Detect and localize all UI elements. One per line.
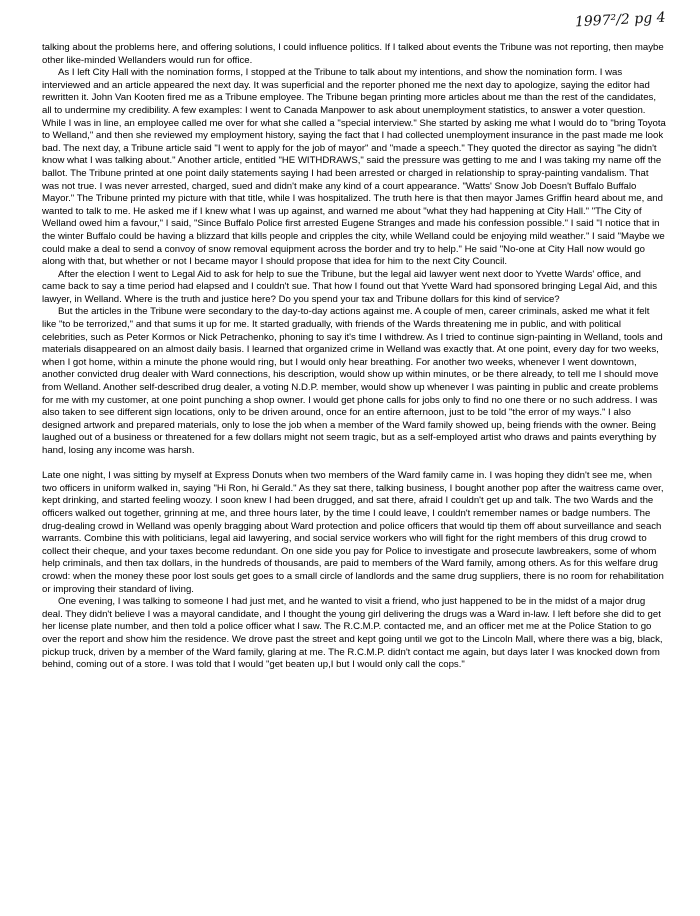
paragraph-4: But the articles in the Tribune were secondary to the day-to-day actions against me. A couple of men, career criminals, asked me what it felt like "to be terrorized," and that sums it up for me. It started gradually, with friends of the Wards threatening me in public, and with political celebrities, such as Peter Kormos or Nick Petrachenko, phoning to say it's time I withdrew. As I tried to continue sign-painting in Welland, tools and materials disappeared on an almost daily basis. I learned that organized crime in Welland was exactly that. At one point, every day for two weeks, when I got home, within a minute the phone would ring, but I would only hear breathing. For another two weeks, whenever I went downtown, another convicted drug dealer with Ward connections, his description, would show up within minutes, or be there already, to tell me I should move from Welland. Another self-described drug dealer, a voting N.D.P. member, would show up whenever I was painting in public and create problems for me with my customer, at one point punching a shop owner. I would get phone calls for jobs only to find no one there or no such address. I was also taken to see different sign locations, only to be driven around, once for an entire afternoon, just to be told "the error of my ways." I also designed artwork and prepared materials, only to lose the job when a member of the Ward family showed up, being friends with the owner. Being laughed out of a business or threatened for a few dollars might not seem tragic, but as a self-employed artist who draws and paints everything by hand, losing any income was harsh. xyxy=(42,306,663,456)
document-body xyxy=(42,42,666,672)
paragraph-1: talking about the problems here, and offering solutions, I could influence politics. If I talked about events the Tribune was not reporting, then maybe other like-minded Wellanders would run for office. xyxy=(42,42,664,66)
paragraph-3: After the election I went to Legal Aid to ask for help to sue the Tribune, but the legal aid lawyer went next door to Yvette Wards' office, and came back to say a time period had elapsed and I couldn't sue. That how I found out that Yvette Ward had sponsored bringing Legal Aid, and this lawyer, in Welland. Where is the truth and justice here? Do you spend your tax and Tribune dollars for this kind of service? xyxy=(42,268,657,305)
paragraph-2: As I left City Hall with the nomination forms, I stopped at the Tribune to talk about my intentions, and show the nomination form. I was interviewed and an article appeared the next day. It was superficial and the reporter phoned me the next day to apologize, saying the editor had rewritten it. John Van Kooten fired me as a Tribune employee. The Tribune began printing more articles about me than the rest of the candidates, all to undermine my credibility. A few examples: I went to Canada Manpower to ask about unemployment statistics, to answer a voter question. While I was in line, an employee called me over for what she called a "special interview." She started by asking me what I would do to "bring Toyota to Welland," and then she reviewed my employment history, saying the fact that I had collected unemployment insurance in the past made me look bad. The next day, a Tribune article said "I went to apply for the job of mayor" and "made a speech." They quoted the director as saying "he didn't know what I was talking about." Another article, entitled "HE WITHDRAWS," said the pressure was getting to me and I was taking my name off the ballot. The Tribune printed at one point daily statements saying I had been arrested or charged in relationship to spray-painting vandalism. That was not true. I was never arrested, charged, sued and didn't make any kind of a court appearance. "Watts' Snow Job Doesn't Buffalo Buffalo Mayor." The Tribune printed my picture with that title, while I was hospitalized. The truth here is that then mayor James Griffin heard about me, and wanted to talk to me. He asked me if I knew what I was up against, and warned me about "what they had happening at City Hall." "The City of Welland owed him a favour," I said, "Since Buffalo Police first arrested Eugene Stranges and made his confession possible." I said "I notice that in the winter Buffalo could be having a blizzard that kills people and cripples the city, while Welland could be enjoying mild weather." I said "Maybe we could make a deal to send a convoy of snow removal equipment across the border and try to help." He said "No-one at City Hall now would go along with that, but whether or not I became mayor I should propose that idea for him to the next City Council. xyxy=(42,67,666,268)
handwritten-page-note: 1997²/2 pg 4 xyxy=(575,9,667,31)
paragraph-5: Late one night, I was sitting by myself at Express Donuts when two members of the Ward family came in. I was hoping they didn't see me, when two officers in uniform walked in, saying "Hi Ron, hi Gerald." As they sat there, talking business, I bought another pop after the waitress came over, kept drinking, and started feeling woozy. I soon knew I had been drugged, and sat there, afraid I couldn't get up and talk. The two Wards and the officers walked out together, grinning at me, and three hours later, by the time I could leave, I couldn't remember names or badge numbers. The drug-dealing crowd in Welland was openly bragging about Ward protection and police officers that would tip them off about surveillance and seach warrants. Combine this with politicians, legal aid lawyering, and social service workers who will fight for the right members of this drug crowd to collect their cheque, and your taxes become redundant. On one side you pay for Police to investigate and prosecute lawbreakers, some of whom help criminals, and then tax dollars, in the hundreds of thousands, are paid to members of the Ward family, among others. As for this welfare drug crowd: when the money these poor lost souls get goes to a small circle of landlords and the same drug suppliers, there is no room for rehabilitation or improving their standard of living. xyxy=(42,470,664,595)
paragraph-6: One evening, I was talking to someone I had just met, and he wanted to visit a friend, who just happened to be in the midst of a major drug deal. They didn't believe I was a mayoral candidate, and I thought the young girl delivering the drugs was a Ward in-law. I left before she did to get her license plate number, and then told a police officer what I saw. The R.C.M.P. contacted me, and an officer met me at the Police Station to go over the report and show him the residence. We drove past the street and kept going until we got to the Lincoln Mall, where there was a big, black, pickup truck, driven by a member of the Ward family, glaring at me. The R.C.M.P. didn't contact me again, but days later I was knocked down from behind, coming out of a store. I was told that I would "get beaten up,I but I would only call the cops." xyxy=(42,596,663,671)
